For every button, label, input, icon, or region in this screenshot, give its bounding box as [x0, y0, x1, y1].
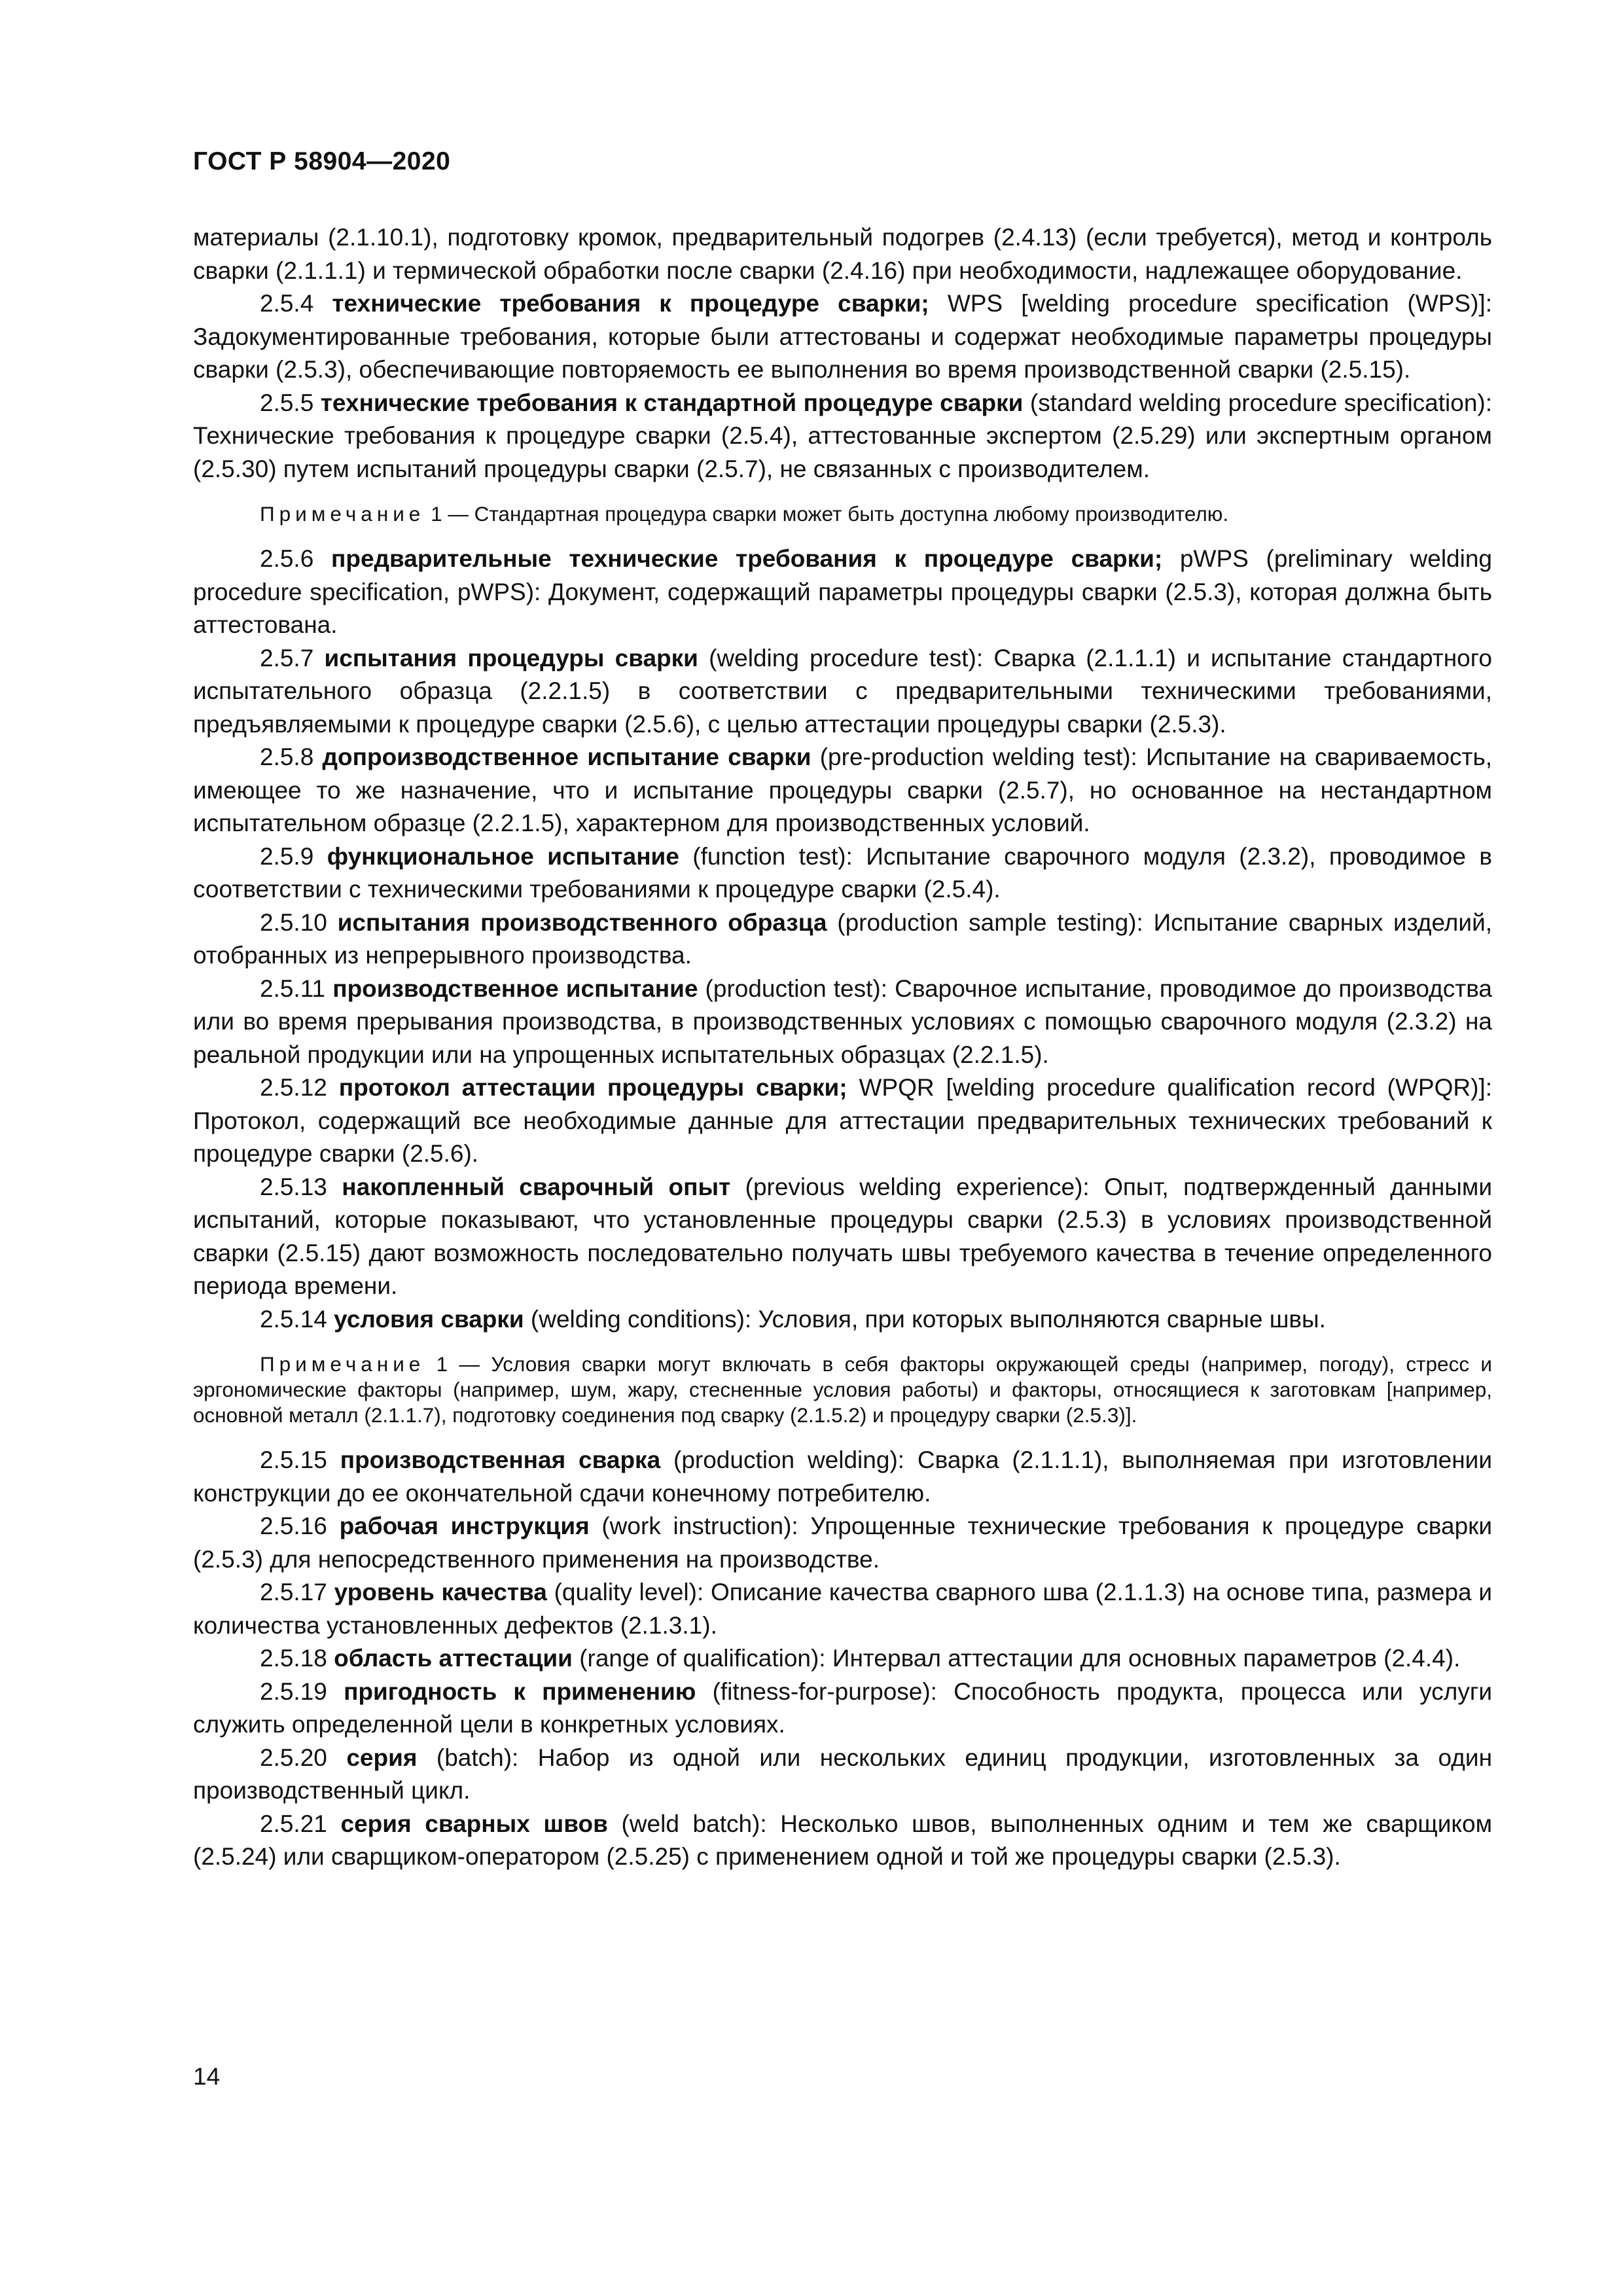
note-label: Примечание — [260, 1352, 425, 1376]
entry-definition: WPS [welding procedure specification (WPS)]: Задокументированные требования, которые были аттестованы и содержат необходимые параметры процедуры сварки (2.5.3), обеспечивающие повторяемость ее выполнения во время производственной сварки (2.5.15). — [193, 290, 1492, 383]
entry-definition: pWPS (preliminary welding procedure specification, pWPS): Документ, содержащий параметры процедуры сварки (2.5.3), которая должна быть аттестована. — [193, 545, 1492, 638]
entry-term: испытания производственного образца — [337, 908, 827, 936]
entry-number: 2.5.19 — [260, 1677, 327, 1705]
term-entry-2-5-9 — [193, 840, 1492, 906]
entry-definition: (batch): Набор из одной или нескольких единиц продукции, изготовленных за один производственный цикл. — [193, 1744, 1492, 1804]
entry-number: 2.5.14 — [260, 1305, 327, 1333]
entry-number: 2.5.21 — [260, 1810, 327, 1837]
term-entry-2-5-21 — [193, 1808, 1492, 1874]
term-entry-2-5-15 — [193, 1444, 1492, 1510]
document-body — [193, 221, 1492, 1874]
term-entry-2-5-4 — [193, 287, 1492, 387]
entry-definition: (work instruction): Упрощенные технические требования к процедуре сварки (2.5.3) для непосредственного применения на производстве. — [193, 1513, 1493, 1573]
standard-header: ГОСТ Р 58904—2020 — [193, 147, 451, 175]
entry-definition: (pre-production welding test): Испытание на свариваемость, имеющее то же назначение, что и испытание процедуры сварки (2.5.7), но основанное на нестандартном испытательном образце (2.2.1.5), характерном для производственных условий. — [193, 744, 1493, 836]
entry-definition: (welding conditions): Условия, при которых выполняются сварные швы. — [524, 1305, 1326, 1333]
page-number: 14 — [193, 2063, 221, 2090]
entry-term: накопленный сварочный опыт — [342, 1173, 731, 1200]
term-entry-2-5-19 — [193, 1676, 1492, 1742]
entry-number: 2.5.6 — [260, 545, 314, 572]
entry-definition: WPQR [welding procedure qualification record (WPQR)]: Протокол, содержащий все необходимые данные для аттестации предварительных технических требований к процедуре сварки (2.5.6). — [193, 1074, 1492, 1167]
entry-number: 2.5.8 — [260, 744, 314, 770]
note-text: 1 — Стандартная процедура сварки может быть доступна любому производителю. — [425, 502, 1229, 526]
term-entry-2-5-17 — [193, 1576, 1492, 1642]
entry-term: допроизводственное испытание сварки — [322, 744, 812, 770]
term-entry-2-5-8 — [193, 741, 1492, 840]
entry-term: технические требования к стандартной процедуре сварки — [320, 389, 1024, 416]
entry-term: серия — [346, 1744, 418, 1771]
entry-definition: (production sample testing): Испытание сварных изделий, отобранных из непрерывного производства. — [193, 908, 1493, 969]
continuation-paragraph: материалы (2.1.10.1), подготовку кромок, предварительный подогрев (2.4.13) (если требуется), метод и контроль сварки (2.1.1.1) и термической обработки после сварки (2.4.16) при необходимости, надлежащее оборудование. — [193, 224, 1492, 284]
entry-number: 2.5.20 — [260, 1744, 327, 1771]
entry-definition: (function test): Испытание сварочного модуля (2.3.2), проводимое в соответствии с техническими требованиями к процедуре сварки (2.5.4). — [193, 842, 1492, 903]
entry-term: протокол аттестации процедуры сварки; — [338, 1074, 847, 1101]
term-entry-2-5-6 — [193, 543, 1492, 642]
entry-definition: (quality level): Описание качества сварного шва (2.1.1.3) на основе типа, размера и количества установленных дефектов (2.1.3.1). — [193, 1579, 1493, 1639]
term-entry-2-5-16 — [193, 1510, 1492, 1576]
note-2-5-5 — [193, 501, 1492, 527]
entry-definition: (weld batch): Несколько швов, выполненных одним и тем же сварщиком (2.5.24) или сварщиком-оператором (2.5.25) с применением одной и той же процедуры сварки (2.5.3). — [193, 1810, 1493, 1870]
entry-term: производственное испытание — [332, 975, 698, 1002]
entry-number: 2.5.18 — [260, 1645, 327, 1672]
term-entry-2-5-7 — [193, 642, 1492, 742]
term-entry-2-5-18 — [193, 1642, 1492, 1676]
entry-number: 2.5.11 — [260, 975, 326, 1002]
entry-definition: (production test): Сварочное испытание, проводимое до производства или во время прерывания производства, в производственных условиях с помощью сварочного модуля (2.3.2) на реальной продукции или на упрощенных испытательных образцах (2.2.1.5). — [193, 975, 1493, 1068]
entry-number: 2.5.9 — [260, 842, 314, 870]
entry-number: 2.5.17 — [260, 1579, 327, 1605]
entry-number: 2.5.15 — [260, 1446, 327, 1473]
entry-term: технические требования к процедуре сварки; — [332, 290, 929, 317]
entry-term: рабочая инструкция — [339, 1513, 590, 1539]
entry-number: 2.5.16 — [260, 1513, 327, 1539]
note-label: Примечание — [260, 502, 425, 526]
term-entry-2-5-12 — [193, 1071, 1492, 1171]
note-text: 1 — Условия сварки могут включать в себя факторы окружающей среды (например, погоду), стресс и эргономические факторы (например, шум, жару, стесненные условия работы) и факторы, относящиеся к заготовкам [например, основной металл (2.1.1.7), подготовку соединения под сварку (2.1.5.2) и процедуру сварки (2.5.3)]. — [193, 1352, 1492, 1427]
term-entry-2-5-11 — [193, 973, 1492, 1072]
entry-term: серия сварных швов — [340, 1810, 608, 1837]
term-entry-2-5-10 — [193, 906, 1492, 973]
entry-definition: (production welding): Сварка (2.1.1.1), выполняемая при изготовлении конструкции до ее окончательной сдачи конечному потребителю. — [193, 1446, 1493, 1507]
entry-term: функциональное испытание — [327, 842, 679, 870]
term-entry-2-5-14 — [193, 1303, 1492, 1336]
entry-definition: (welding procedure test): Сварка (2.1.1.1) и испытание стандартного испытательного образца (2.2.1.5) в соответствии с предварительными техническими требованиями, предъявляемыми к процедуре сварки (2.5.6), с целью аттестации процедуры сварки (2.5.3). — [193, 644, 1493, 738]
entry-number: 2.5.10 — [260, 908, 327, 936]
entry-term: предварительные технические требования к процедуре сварки; — [331, 545, 1163, 572]
term-entry-2-5-20 — [193, 1742, 1492, 1808]
entry-term: испытания процедуры сварки — [324, 644, 698, 672]
entry-definition: (fitness-for-purpose): Способность продукта, процесса или услуги служить определенной цели в конкретных условиях. — [193, 1677, 1493, 1738]
entry-definition: (range of qualification): Интервал аттестации для основных параметров (2.4.4). — [572, 1645, 1461, 1672]
entry-number: 2.5.12 — [260, 1074, 327, 1101]
entry-term: уровень качества — [334, 1579, 547, 1605]
entry-definition: (standard welding procedure specification): Технические требования к процедуре сварки (2.5.4), аттестованные экспертом (2.5.29) или экспертным органом (2.5.30) путем испытаний процедуры сварки (2.5.7), не связанных с производителем. — [193, 389, 1492, 482]
entry-term: производственная сварка — [340, 1446, 661, 1473]
entry-term: область аттестации — [334, 1645, 573, 1672]
entry-number: 2.5.13 — [260, 1173, 327, 1200]
entry-term: пригодность к применению — [344, 1677, 696, 1705]
entry-definition: (previous welding experience): Опыт, подтвержденный данными испытаний, которые показывают, что установленные процедуры сварки (2.5.3) в условиях производственной сварки (2.5.15) дают возможность последовательно получать швы требуемого качества в течение определенного периода времени. — [193, 1173, 1492, 1299]
entry-number: 2.5.5 — [260, 389, 314, 416]
entry-term: условия сварки — [334, 1305, 524, 1333]
term-entry-2-5-13 — [193, 1171, 1492, 1303]
term-entry-2-5-5 — [193, 387, 1492, 486]
entry-number: 2.5.4 — [260, 290, 314, 317]
note-2-5-14 — [193, 1352, 1492, 1428]
entry-number: 2.5.7 — [260, 644, 314, 672]
